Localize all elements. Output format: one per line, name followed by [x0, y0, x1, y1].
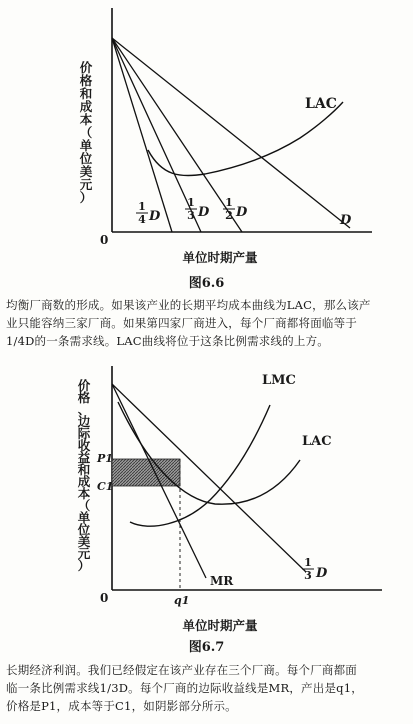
fig1-origin: 0	[100, 233, 109, 247]
fig1-lac-curve	[148, 102, 343, 176]
paragraph-1-line-3: 1/4D的一条需求线。LAC曲线将位于这条比例需求线的上方。	[6, 334, 329, 348]
fig2-y-label-8: 成	[77, 474, 91, 489]
fig2-y-label-6: 益	[77, 450, 91, 465]
fig1-quarter-sym: D	[149, 209, 161, 224]
fig2-p1-label: P1	[97, 452, 113, 465]
fig1-y-label-9: 元	[79, 177, 93, 192]
fig2-y-label-7: 和	[77, 462, 91, 477]
paragraph-1	[6, 296, 408, 350]
fig2-c1-label: C1	[97, 480, 114, 493]
fig2-lmc-label: LMC	[262, 373, 296, 388]
fig1-demand-half	[112, 38, 242, 232]
fig2-y-label-2: 、	[77, 402, 91, 417]
fig1-y-label-8: 美	[79, 164, 93, 179]
fig2-profit-area	[112, 459, 180, 486]
paragraph-1-line-2: 业只能容纳三家厂商。如果第四家厂商进入，每个厂商都将面临等于	[6, 316, 357, 330]
figure-6-7	[77, 366, 382, 633]
fig1-y-label-2: 和	[79, 86, 93, 101]
fig1-third-sym: D	[198, 205, 210, 220]
fig2-y-label-13: 美	[77, 534, 91, 549]
fig2-y-label-5: 收	[77, 438, 91, 453]
fig1-label-third-d	[185, 196, 210, 222]
fig2-y-label-9: 本	[77, 486, 91, 501]
fig2-y-label-14: 元	[77, 546, 91, 561]
fig2-y-label-12: 位	[77, 522, 91, 537]
fig2-y-label-15: ）	[77, 558, 91, 573]
fig2-y-label-1: 格	[77, 390, 91, 405]
fig1-quarter-den: 4	[138, 213, 146, 226]
fig2-demand-den: 3	[304, 569, 312, 582]
fig1-x-label: 单位时期产量	[182, 250, 258, 265]
fig1-half-num: 1	[225, 196, 233, 209]
fig2-y-label-3: 边	[77, 414, 91, 429]
figure-6-7-caption: 图6.7	[188, 640, 225, 655]
figure-6-6-caption: 图6.6	[188, 276, 225, 291]
fig1-y-label-10: ）	[79, 190, 93, 205]
fig2-y-label-11: 单	[77, 510, 91, 525]
fig1-third-den: 3	[187, 209, 195, 222]
fig1-half-sym: D	[236, 205, 248, 220]
fig2-label-third-d	[302, 556, 328, 582]
fig1-quarter-num: 1	[138, 200, 146, 213]
fig1-y-label-5: （	[79, 125, 93, 140]
paragraph-2-line-1: 长期经济利润。我们已经假定在该产业存在三个厂商。每个厂商都面	[6, 663, 357, 677]
paragraph-2-line-2: 临一条比例需求线1/3D。每个厂商的边际收益线是MR，产出是q1，	[6, 681, 363, 695]
fig1-half-den: 2	[225, 209, 233, 222]
figure-6-6	[79, 8, 372, 265]
fig1-y-label-1: 格	[79, 73, 93, 88]
fig2-y-label-4: 际	[77, 426, 91, 441]
fig1-y-label-7: 位	[79, 151, 93, 166]
fig2-demand-sym: D	[316, 566, 328, 581]
fig1-label-quarter-d	[136, 200, 161, 226]
fig1-y-label-6: 单	[79, 138, 93, 153]
fig2-demand-num: 1	[304, 556, 312, 569]
fig2-q1-label: q1	[174, 594, 190, 607]
fig1-third-num: 1	[187, 196, 195, 209]
fig1-label-half-d	[223, 196, 248, 222]
paragraph-2	[6, 661, 408, 715]
fig2-mr-label: MR	[210, 574, 234, 588]
fig2-lac-label: LAC	[302, 434, 332, 449]
fig2-origin: 0	[100, 591, 109, 605]
fig2-y-label-0: 价	[77, 378, 91, 393]
paragraph-2-line-3: 价格是P1，成本等于C1，如阴影部分所示。	[6, 699, 237, 713]
fig2-y-label-10: （	[77, 498, 91, 513]
paragraph-1-line-1: 均衡厂商数的形成。如果该产业的长期平均成本曲线为LAC，那么该产	[6, 298, 371, 312]
fig1-lac-label: LAC	[305, 96, 337, 112]
fig1-y-label-0: 价	[79, 60, 93, 75]
fig2-x-label: 单位时期产量	[182, 618, 258, 633]
fig1-y-label-4: 本	[79, 112, 93, 127]
fig1-y-label-3: 成	[79, 99, 93, 114]
fig1-label-d: D	[340, 213, 352, 228]
